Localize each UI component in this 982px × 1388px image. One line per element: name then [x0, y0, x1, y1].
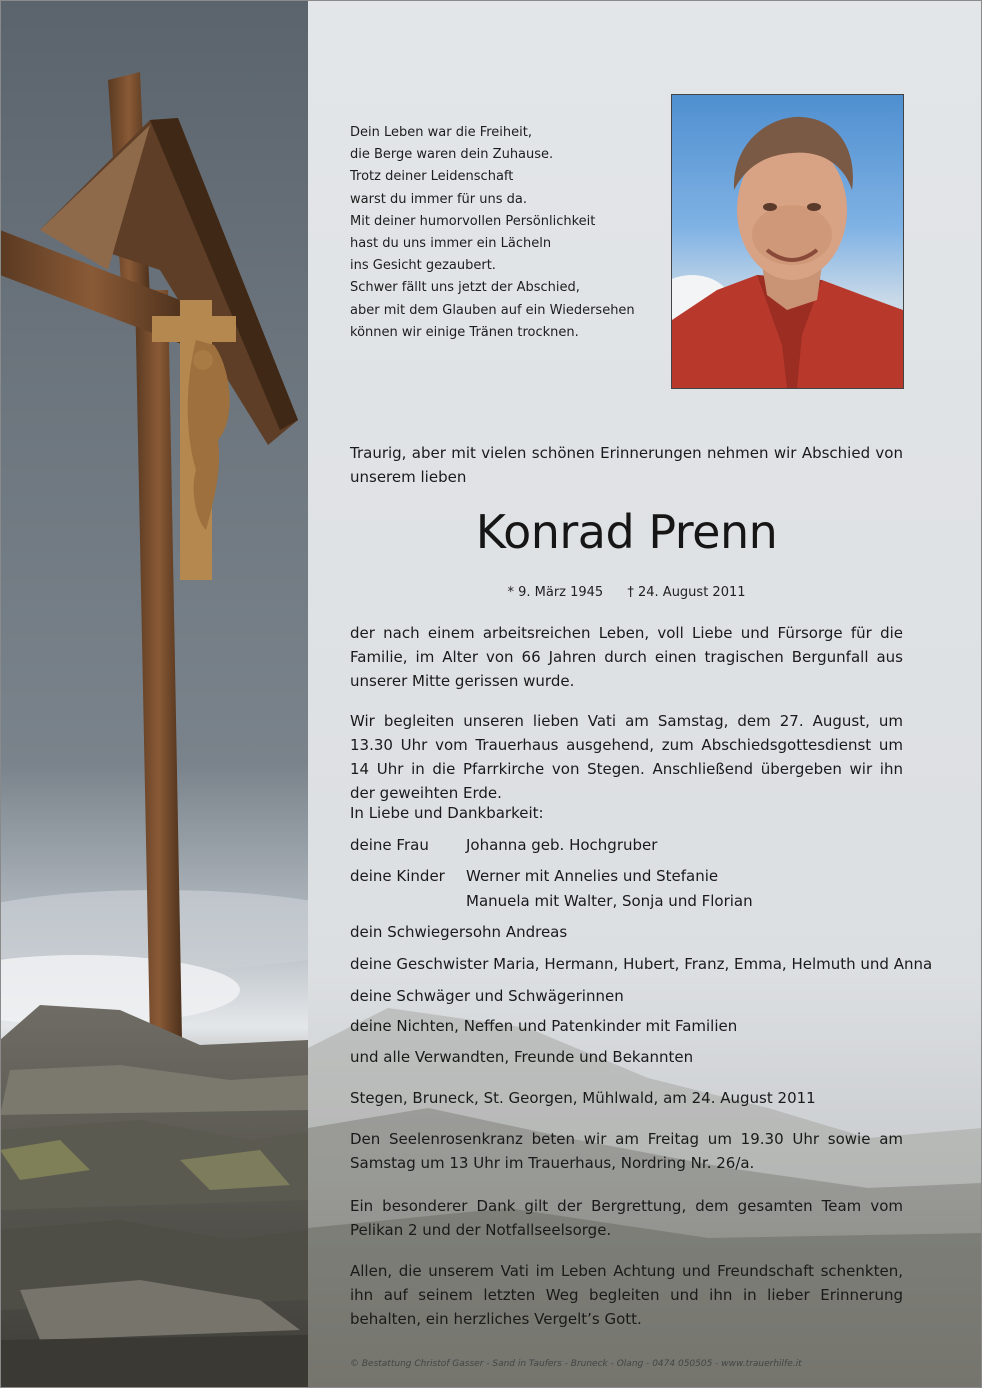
closing-paragraph: Allen, die unserem Vati im Leben Achtung und Freundschaft schenkten, ihn auf seinem letzten Weg begleiten und ihn in lieber Erinnerung behalten, ein herzliches Vergelt’s Gott.: [350, 1262, 903, 1328]
son-in-law-line: dein Schwiegersohn Andreas: [350, 923, 568, 941]
place-date-line: Stegen, Bruneck, St. Georgen, Mühlwald, am 24. August 2011: [350, 1089, 816, 1107]
children-label: deine Kinder: [350, 867, 445, 885]
in-laws-line: deine Schwäger und Schwägerinnen: [350, 987, 624, 1005]
birth-date: * 9. März 1945: [507, 585, 604, 600]
nieces-line: deine Nichten, Neffen und Patenkinder mit Familien: [350, 1017, 738, 1035]
thanks-paragraph: Ein besonderer Dank gilt der Bergrettung, dem gesamten Team vom Pelikan 2 und der Notfallseelsorge.: [350, 1197, 903, 1239]
cross-photo: [0, 0, 308, 1388]
children-value-2: Manuela mit Walter, Sonja und Florian: [466, 892, 753, 910]
cross-illustration: [0, 0, 308, 1388]
death-date: † 24. August 2011: [627, 585, 746, 600]
life-dates: [350, 585, 903, 600]
rosary-paragraph: Den Seelenrosenkranz beten wir am Freitag um 19.30 Uhr sowie am Samstag um 13 Uhr im Trauerhaus, Nordring Nr. 26/a.: [350, 1130, 903, 1172]
children-value-1: Werner mit Annelies und Stefanie: [466, 867, 719, 885]
portrait-illustration: [672, 95, 903, 388]
wife-label: deine Frau: [350, 836, 429, 854]
intro-text: Traurig, aber mit vielen schönen Erinnerungen nehmen wir Abschied von unserem lieben: [350, 444, 903, 486]
portrait-photo: [671, 94, 904, 389]
funeral-home-footer: © Bestattung Christof Gasser - Sand in Taufers - Bruneck - Olang - 0474 050505 - www.trauerhilfe.it: [350, 1359, 802, 1369]
wife-value: Johanna geb. Hochgruber: [466, 836, 658, 854]
siblings-line: deine Geschwister Maria, Hermann, Hubert, Franz, Emma, Helmuth und Anna: [350, 955, 933, 973]
paragraph-life: der nach einem arbeitsreichen Leben, voll Liebe und Fürsorge für die Familie, im Alter von 66 Jahren durch einen tragischen Bergunfall aus unserer Mitte gerissen wurde.: [350, 624, 903, 690]
relatives-line: und alle Verwandten, Freunde und Bekannten: [350, 1048, 694, 1066]
poem: Dein Leben war die Freiheit, die Berge waren dein Zuhause. Trotz deiner Leidenschaft warst du immer für uns da. Mit deiner humorvollen Persönlichkeit hast du uns immer ein Lächeln ins Gesicht gezaubert. Schwer fällt uns jetzt der Abschied, aber mit dem Glauben auf ein Wiedersehen können wir einige Tränen trocknen.: [350, 125, 635, 340]
gratitude-line: In Liebe und Dankbarkeit:: [350, 804, 544, 822]
deceased-name: Konrad Prenn: [475, 505, 778, 559]
paragraph-funeral: Wir begleiten unseren lieben Vati am Samstag, dem 27. August, um 13.30 Uhr vom Trauerhaus ausgehend, zum Abschiedsgottesdienst um 14 Uhr in die Pfarrkirche von Stegen. Anschließend übergeben wir ihn der geweihten Erde.: [350, 712, 903, 802]
